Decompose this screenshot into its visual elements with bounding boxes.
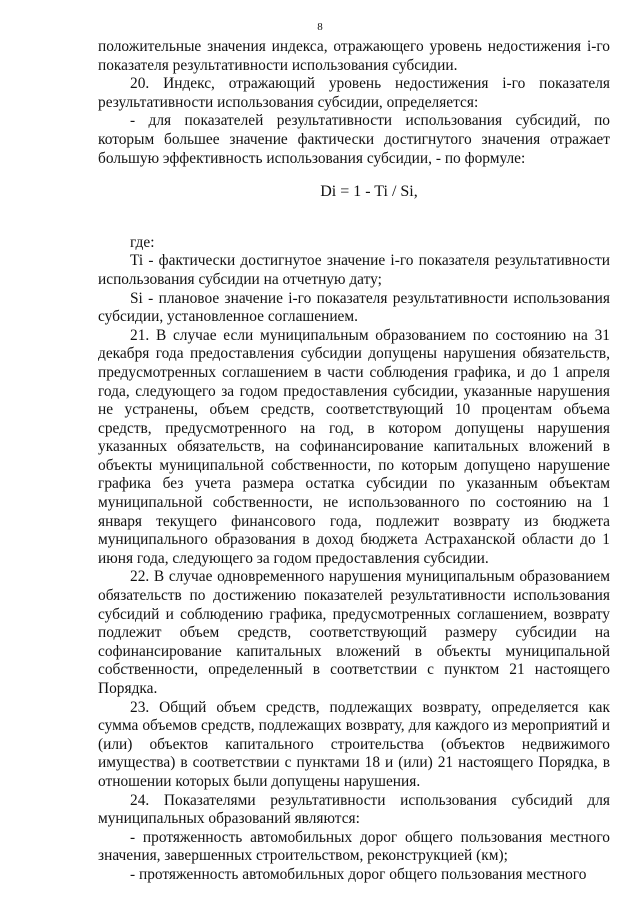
paragraph-24: 24. Показателями результативности использования субсидий для муниципальных образований являются: bbox=[98, 791, 610, 828]
paragraph-21: 21. В случае если муниципальным образованием по состоянию на 31 декабря года предоставления субсидии допущены нарушения обязательств, предусмотренных соглашением в части соблюдения графика, и до 1 апреля года, следующего за годом предоставления субсидии, указанные нарушения не устранены, объем средств, соответствующий 10 процентам объема средств, предусмотренного на год, в котором допущены нарушения указанных обязательств, на софинансирование капитальных вложений в объекты муниципальной собственности, по которым допущено нарушение графика без учета размера остатка субсидии по указанным объектам муниципальной собственности, не использованного по состоянию на 1 января текущего финансового года, подлежит возврату из бюджета муниципального образования в доход бюджета Астраханской области до 1 июня года, следующего за годом предоставления субсидии. bbox=[98, 326, 610, 567]
formula: Di = 1 - Ti / Si, bbox=[320, 183, 418, 201]
paragraph-continuation: положительные значения индекса, отражающего уровень недостижения i-го показателя результативности использования субсидии. bbox=[98, 38, 610, 74]
paragraph-20-item: - для показателей результативности использования субсидий, по которым большее значение фактически достигнутого значения отражает большую эффективность использования субсидии, - по формуле: bbox=[98, 112, 610, 167]
paragraph-22: 22. В случае одновременного нарушения муниципальным образованием обязательств по достижению показателей результативности использования субсидий и соблюдению графика, предусмотренных соглашением, возврату подлежит объем средств, соответствующий размеру субсидии на софинансирование капитальных вложений в объекты муниципальной собственности, определенный в соответствии с пунктом 21 настоящего Порядка. bbox=[98, 568, 610, 697]
where-label: где: bbox=[130, 233, 155, 251]
paragraph-23: 23. Общий объем средств, подлежащих возврату, определяется как сумма объемов средств, подлежащих возврату, для каждого из мероприятий и (или) объектов капитального строительства (объектов недвижимого имущества) в соответствии с пунктами 18 и (или) 21 настоящего Порядка, в отношении которых были допущены нарушения. bbox=[98, 698, 610, 790]
paragraph-24-item-2: - протяженность автомобильных дорог общего пользования местного bbox=[130, 865, 587, 883]
document-body bbox=[98, 38, 610, 885]
ti-definition: Ti - фактически достигнутое значение i-го показателя результативности использования субсидии на отчетную дату; bbox=[98, 252, 610, 288]
paragraph-24-item-1: - протяженность автомобильных дорог общего пользования местного значения, завершенных строительством, реконструкцией (км); bbox=[98, 828, 610, 865]
si-definition: Si - плановое значение i-го показателя результативности использования субсидии, установленное соглашением. bbox=[98, 289, 610, 326]
page-number: 8 bbox=[317, 21, 323, 33]
paragraph-20: 20. Индекс, отражающий уровень недостижения i-го показателя результативности использования субсидии, определяется: bbox=[98, 75, 610, 111]
